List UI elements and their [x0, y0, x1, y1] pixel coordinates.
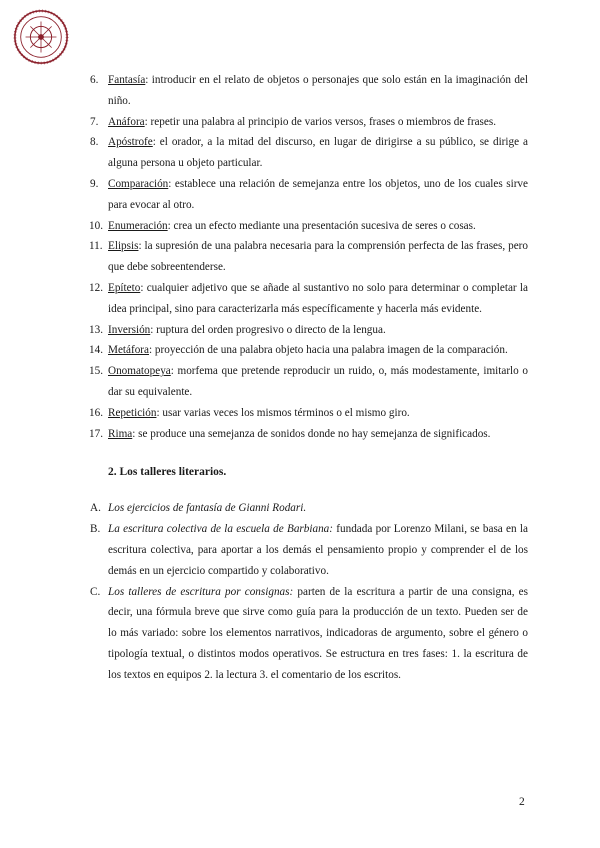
list-item: 15. Onomatopeya: morfema que pretende reproducir un ruido, o, más modestamente, imitarlo o dar su equivalente.	[89, 365, 528, 398]
list-item: 13. Inversión: ruptura del orden progresivo o directo de la lengua.	[89, 323, 386, 336]
list-item: 9. Comparación: establece una relación de semejanza entre los objetos, uno de los cuales sirve para evocar al otro.	[90, 177, 528, 211]
list-item: A. Los ejercicios de fantasía de Gianni Rodari.	[90, 502, 307, 515]
university-seal-logo	[12, 8, 70, 66]
workshops-list	[90, 498, 528, 685]
literary-figures-list	[90, 70, 528, 444]
document-body	[90, 70, 528, 686]
list-item: 8. Apóstrofe: el orador, a la mitad del discurso, en lugar de dirigirse a su público, se dirige a alguna persona u objeto particular.	[90, 136, 528, 170]
list-item: 6. Fantasía: introducir en el relato de objetos o personajes que solo están en la imaginación del niño.	[90, 74, 528, 107]
page-number: 2	[519, 796, 525, 808]
list-item: C. Los talleres de escritura por consignas: parten de la escritura a partir de una consigna, es decir, una fórmula breve que sirve como guía para la producción de un texto. Pueden ser de lo más variado: sobre los elementos narrativos, indicadoras de argumento, sobre el género o tipología textual, o distintos modos operativos. Se estructura en tres fases: 1. la escritura de los textos en equipos 2. la lectura 3. el comentario de los escritos.	[90, 585, 528, 681]
list-item: 12. Epíteto: cualquier adjetivo que se añade al sustantivo no solo para determinar o completar la idea principal, sino para caracterizarla más específicamente y hacerla más evidente.	[89, 281, 528, 315]
list-item: 11. Elipsis: la supresión de una palabra necesaria para la comprensión perfecta de las frases, pero que debe sobreentenderse.	[89, 240, 528, 274]
list-item: 14. Metáfora: proyección de una palabra objeto hacia una palabra imagen de la comparación.	[89, 344, 508, 357]
list-item: 17. Rima: se produce una semejanza de sonidos donde no hay semejanza de significados.	[89, 427, 491, 440]
list-item: 10. Enumeración: crea un efecto mediante una presentación sucesiva de seres o cosas.	[89, 219, 476, 232]
list-item: 16. Repetición: usar varias veces los mismos términos o el mismo giro.	[89, 406, 410, 419]
list-item: B. La escritura colectiva de la escuela de Barbiana: fundada por Lorenzo Milani, se basa en la escritura colectiva, para aportar a los demás el pensamiento propio y comprender el de los demás en un ejercicio compartido y colaborativo.	[90, 523, 528, 577]
list-item: 7. Anáfora: repetir una palabra al principio de varios versos, frases o miembros de frases.	[90, 115, 497, 128]
section-heading: 2. Los talleres literarios.	[108, 466, 227, 479]
